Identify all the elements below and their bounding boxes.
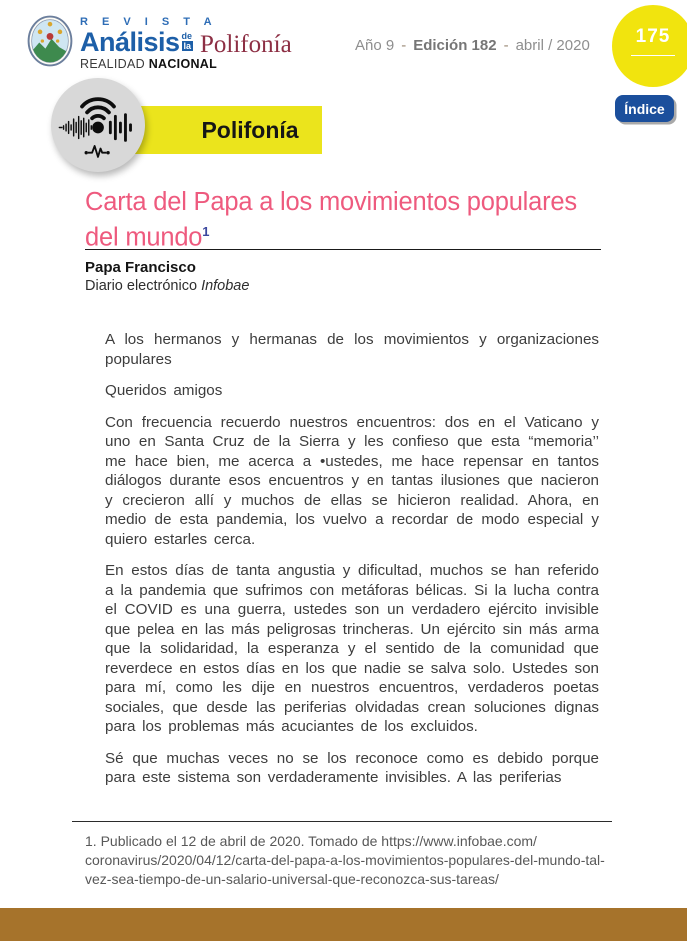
article-body — [105, 330, 599, 800]
pulse-icon — [85, 146, 110, 157]
article-source: Diario electrónico Infobae — [85, 278, 250, 294]
footnote-ref: 1 — [202, 224, 210, 239]
edition-year: Año 9 — [355, 37, 395, 54]
footnote-line: vez-sea-tiempo-de-un-salario-universal-que-reconozca-sus-tareas/ — [85, 871, 499, 887]
footnote-line: 1. Publicado el 12 de abril de 2020. Tomado de https://www.infobae.com/ — [85, 833, 537, 849]
wifi-arcs-icon — [82, 99, 114, 118]
page-number: 175 — [635, 26, 671, 47]
logo-dela-tag: de la — [181, 31, 193, 51]
header-section-title: Polifonía — [200, 31, 292, 58]
audio-icon[interactable] — [51, 78, 145, 172]
journal-logo-text — [80, 16, 217, 71]
dot-icon — [92, 122, 104, 134]
logo-subtitle: REALIDAD NACIONAL — [80, 57, 218, 71]
page-number-underline — [631, 55, 675, 56]
paragraph: Sé que muchas veces no se los reconoce como es debido porque para este sistema son verdaderamente invisibles. A las periferias — [105, 749, 599, 786]
article-title: Carta del Papa a los movimientos populares del mundo$^1$ — [85, 188, 577, 252]
article-author: Papa Francisco — [85, 259, 196, 276]
edition-date: abril / 2020 — [515, 37, 590, 54]
paragraph: En estos días de tanta angustia y dificultad, muchos se han referido a la pandemia que sufrimos con metáforas bélicas. Si la lucha contra el COVID es una guerra, ustedes son un verdadero ejército invisible que pelea en las más peligrosas trincheras. Un ejército sin más arma que la solidaridad, la esperanza y el sentido de la comunidad que reverdece en estos días en los que nadie se salva solo. Ustedes son para mí, como les dije en nuestros encuentros, verdaderos poetas sociales, que desde las periferias olvidadas crean soluciones dignas para los problemas más acuciantes de los excluidos. — [105, 562, 599, 735]
footnote-line: coronavirus/2020/04/12/carta-del-papa-a-los-movimientos-populares-del-mundo-tal- — [85, 852, 605, 868]
page-number-badge — [612, 5, 687, 87]
logo-revista-text: R E V I S T A — [80, 16, 218, 28]
logo-analisis-text: Análisis — [80, 27, 180, 57]
edition-info: Año 9 - Edición 182 - abril / 2020 — [355, 37, 590, 54]
paragraph: A los hermanos y hermanas de los movimientos y organizaciones populares — [105, 331, 599, 368]
footnote-divider — [72, 821, 612, 822]
paragraph: Queridos amigos — [105, 382, 223, 399]
section-banner-label: Polifonía — [201, 116, 299, 143]
bottom-bar — [0, 908, 687, 941]
equalizer-bars-icon — [109, 113, 132, 142]
paragraph: Con frecuencia recuerdo nuestros encuentros: dos en el Vaticano y uno en Santa Cruz de la Sierra y les confieso que esta “memoria’’ me hace bien, me acerca a •ustedes, me hace repensar en tantos diálogos durante esos encuentros y en tantas ilusiones que nacieron y crecieron allí y muchos de ellas se hicieron realidad. Ahora, en medio de esta pandemia, los vuelvo a recordar de modo especial y quiero estarles cerca. — [105, 413, 599, 548]
university-emblem-icon — [27, 15, 73, 67]
index-button[interactable]: Índice — [615, 95, 674, 122]
source-name: Infobae — [201, 278, 250, 294]
title-divider — [85, 249, 601, 250]
footnote — [72, 821, 612, 889]
edition-number: Edición 182 — [413, 37, 497, 54]
waveform-icon — [59, 117, 91, 139]
